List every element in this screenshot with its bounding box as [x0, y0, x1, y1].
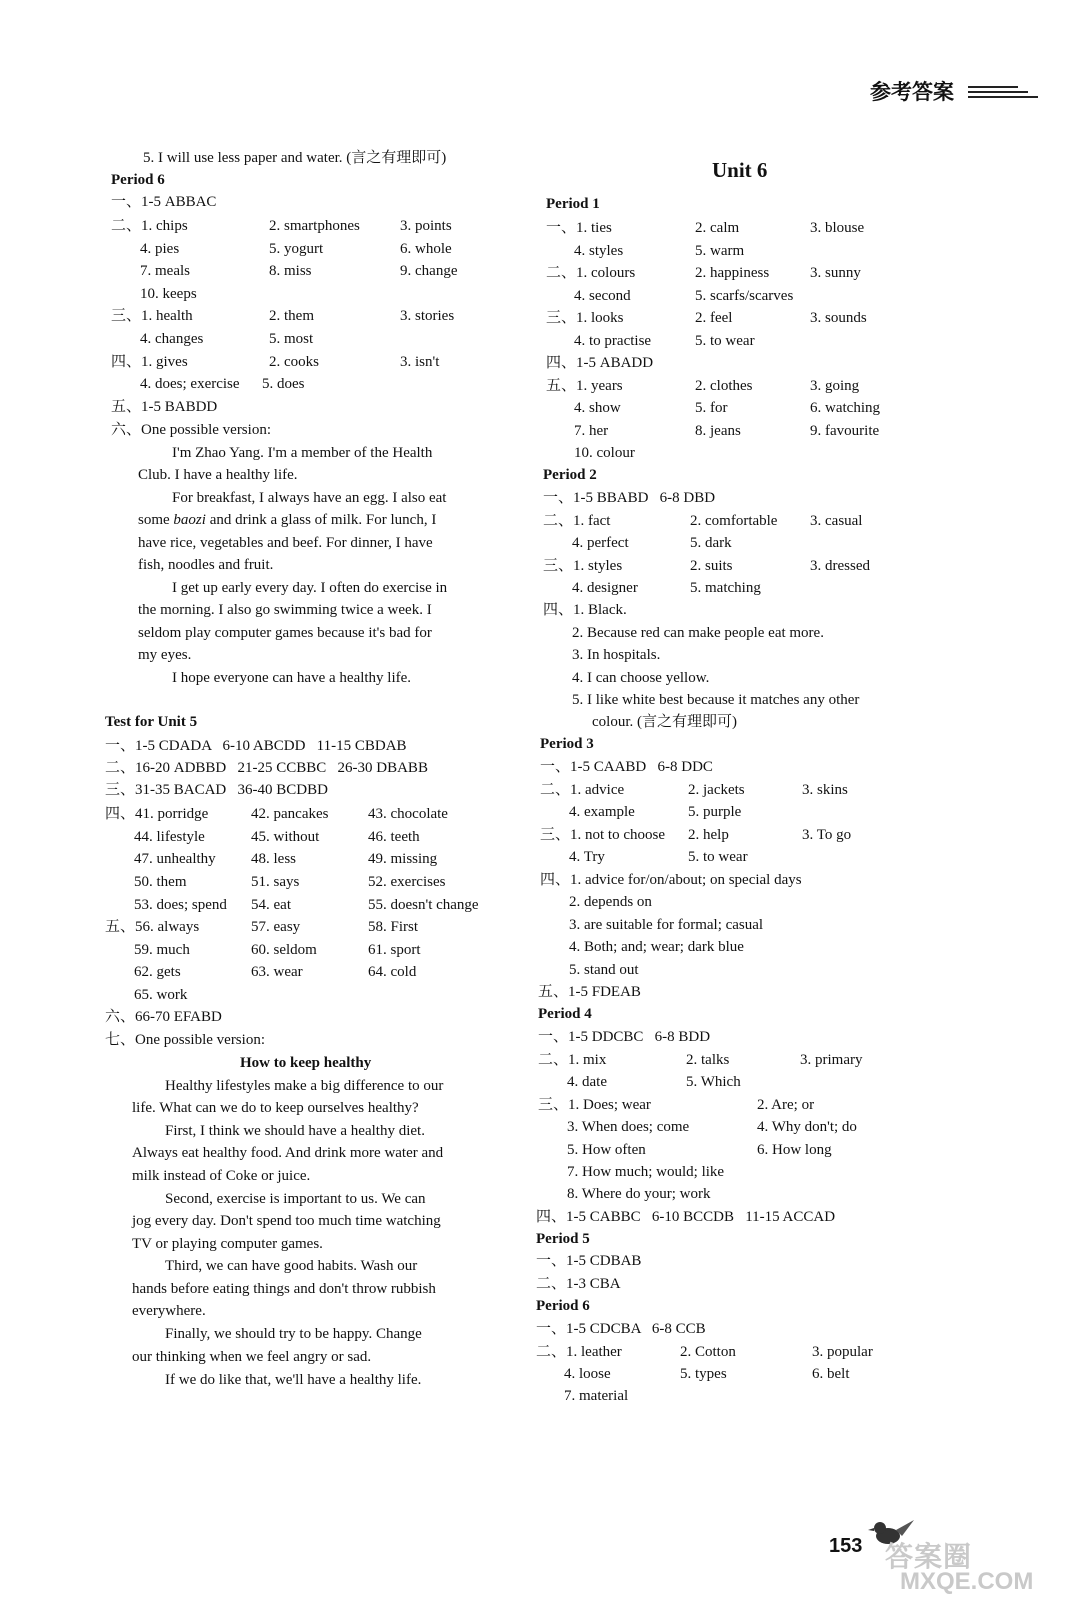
answer-item: 3. sounds — [810, 310, 867, 326]
answer-item: 7. How much; would; like — [567, 1164, 725, 1180]
section-heading: Period 5 — [536, 1231, 590, 1247]
answer-item: 58. First — [368, 919, 419, 935]
essay-fragment: and drink a glass of milk. For lunch, I — [205, 512, 437, 528]
answer-item: 五、56. always — [105, 919, 200, 935]
essay-line: our thinking when we feel angry or sad. — [132, 1349, 372, 1365]
answer-item: 5. I like white best because it matches any other — [572, 692, 860, 708]
answer-line: 六、One possible version: — [111, 422, 271, 438]
answer-item: 4. Try — [569, 849, 605, 865]
answer-item: 4. Both; and; wear; dark blue — [569, 939, 744, 955]
answer-line: 一、1-5 ABBAC — [111, 194, 217, 210]
answer-item: 4. date — [567, 1074, 607, 1090]
answer-item: 8. jeans — [695, 423, 741, 439]
section-heading: Period 1 — [546, 196, 600, 212]
answer-item: 54. eat — [251, 897, 291, 913]
answer-item: 3. To go — [802, 827, 852, 843]
answer-item: 52. exercises — [368, 874, 446, 890]
essay-line: I get up early every day. I often do exercise in — [172, 580, 448, 596]
answer-item: 65. work — [134, 987, 188, 1003]
answer-item: 2. smartphones — [269, 218, 360, 234]
essay-line: For breakfast, I always have an egg. I also eat — [172, 490, 447, 506]
answer-item: 9. favourite — [810, 423, 880, 439]
answer-item: 4. second — [574, 288, 631, 304]
answer-item: 二、1. advice — [540, 782, 625, 798]
section-heading: Period 6 — [536, 1298, 590, 1314]
answer-item: 5. purple — [688, 804, 742, 820]
answer-item: 5. scarfs/scarves — [695, 288, 794, 304]
answer-item: 2. help — [688, 827, 729, 843]
answer-item: 2. suits — [690, 558, 733, 574]
answer-item: 2. Are; or — [757, 1097, 815, 1113]
answer-line: 一、1-5 CDADA 6-10 ABCDD 11-15 CBDAB — [105, 738, 407, 754]
answer-item: 三、1. Does; wear — [538, 1097, 651, 1113]
section-heading: Period 4 — [538, 1006, 592, 1022]
essay-line: If we do like that, we'll have a healthy life. — [165, 1372, 422, 1388]
answer-item: 二、1. fact — [543, 513, 611, 529]
essay-line: have rice, vegetables and beef. For dinner, I have — [138, 535, 433, 551]
answer-item: 7. material — [564, 1388, 629, 1404]
answer-line: 一、1-5 CAABD 6-8 DDC — [540, 759, 713, 775]
answer-item: 7. her — [574, 423, 609, 439]
essay-fragment: some — [138, 512, 174, 528]
answer-item: 5. to wear — [688, 849, 748, 865]
answer-item: 三、1. looks — [546, 310, 624, 326]
answer-item: 6. watching — [810, 400, 880, 416]
answer-line: 一、1-5 CDBAB — [536, 1253, 642, 1269]
essay-line: life. What can we do to keep ourselves healthy? — [132, 1100, 419, 1116]
answer-item: 4. loose — [564, 1366, 611, 1382]
answer-line: 四、1-5 CABBC 6-10 BCCDB 11-15 ACCAD — [536, 1209, 836, 1225]
answer-item: 49. missing — [368, 851, 438, 867]
answer-item: 3. blouse — [810, 220, 865, 236]
answer-item: 4. styles — [574, 243, 624, 259]
answer-item: 6. whole — [400, 241, 452, 257]
answer-item: 10. colour — [574, 445, 635, 461]
answer-item: 8. miss — [269, 263, 312, 279]
answer-item: 二、1. leather — [536, 1344, 622, 1360]
answer-item: 3. primary — [800, 1052, 863, 1068]
text-line: 5. I will use less paper and water. (言之有理即可) — [143, 150, 447, 166]
section-heading: Period 3 — [540, 736, 594, 752]
answer-item: 8. Where do your; work — [567, 1186, 711, 1202]
unit-title: Unit 6 — [712, 158, 768, 182]
answer-item: 2. talks — [686, 1052, 730, 1068]
header-rule — [968, 96, 1038, 98]
answer-item: 4. designer — [572, 580, 638, 596]
answer-item: 3. going — [810, 378, 860, 394]
answer-item: 3. stories — [400, 308, 455, 324]
essay-line: Third, we can have good habits. Wash our — [165, 1258, 418, 1274]
answer-item: 3. In hospitals. — [572, 647, 661, 663]
answer-item: 2. jackets — [688, 782, 745, 798]
answer-item: 2. them — [269, 308, 314, 324]
answer-item: 四、1. Black. — [543, 602, 627, 618]
answer-item: 5. matching — [690, 580, 761, 596]
answer-item: 4. I can choose yellow. — [572, 670, 710, 686]
answer-item: 五、1. years — [546, 378, 623, 394]
answer-item: 47. unhealthy — [134, 851, 216, 867]
essay-line: Healthy lifestyles make a big difference to our — [165, 1078, 444, 1094]
answer-item: 50. them — [134, 874, 187, 890]
answer-item: 4. changes — [140, 331, 204, 347]
answer-item: 2. happiness — [695, 265, 770, 281]
answer-item: 3. dressed — [810, 558, 870, 574]
answer-item: 2. depends on — [569, 894, 652, 910]
answer-line: 二、16-20 ADBBD 21-25 CCBBC 26-30 DBABB — [105, 760, 428, 776]
essay-line: my eyes. — [138, 647, 192, 663]
essay-italic-word: baozi — [173, 512, 206, 528]
essay-line: milk instead of Coke or juice. — [132, 1168, 311, 1184]
essay-line: hands before eating things and don't throw rubbish — [132, 1281, 436, 1297]
essay-title: How to keep healthy — [240, 1055, 372, 1071]
answer-item: 5. dark — [690, 535, 732, 551]
answer-item: 二、1. colours — [546, 265, 636, 281]
essay-line: Finally, we should try to be happy. Change — [165, 1326, 422, 1342]
answer-line: 六、66-70 EFABD — [105, 1009, 222, 1025]
answer-item: 51. says — [251, 874, 300, 890]
answer-item: 61. sport — [368, 942, 421, 958]
answer-item: 四、1. advice for/on/about; on special days — [540, 872, 802, 888]
answer-item: 6. How long — [757, 1142, 832, 1158]
answer-item: 3. When does; come — [567, 1119, 690, 1135]
answer-item: 4. to practise — [574, 333, 652, 349]
answer-item: 5. for — [695, 400, 728, 416]
section-heading: Period 2 — [543, 467, 597, 483]
answer-item: 3. are suitable for formal; casual — [569, 917, 764, 933]
answer-item: 5. yogurt — [269, 241, 324, 257]
answer-item: 3. isn't — [400, 354, 440, 370]
essay-line: seldom play computer games because it's bad for — [138, 625, 432, 641]
answer-item: 4. Why don't; do — [757, 1119, 857, 1135]
header-rule — [968, 86, 1018, 88]
answer-item: 2. Because red can make people eat more. — [572, 625, 824, 641]
answer-line: 四、1-5 ABADD — [546, 355, 654, 371]
answer-line: 一、1-5 DDCBC 6-8 BDD — [538, 1029, 711, 1045]
answer-item: 2. calm — [695, 220, 740, 236]
answer-item: 43. chocolate — [368, 806, 448, 822]
answer-item: 三、1. not to choose — [540, 827, 665, 843]
answer-item: 4. does; exercise — [140, 376, 240, 392]
answer-line: 五、1-5 FDEAB — [538, 984, 641, 1000]
answer-item: 3. sunny — [810, 265, 861, 281]
essay-line: Club. I have a healthy life. — [138, 467, 298, 483]
answer-item: 3. points — [400, 218, 452, 234]
answer-line: 五、1-5 BABDD — [111, 399, 218, 415]
watermark-logo: 答案圈 — [885, 1541, 973, 1572]
answer-item: 四、41. porridge — [105, 806, 209, 822]
answer-item: 44. lifestyle — [134, 829, 205, 845]
answer-item: 3. skins — [802, 782, 848, 798]
answer-item: 53. does; spend — [134, 897, 227, 913]
essay-line: I'm Zhao Yang. I'm a member of the Health — [172, 445, 433, 461]
essay-line: Second, exercise is important to us. We can — [165, 1191, 426, 1207]
answer-item: 59. much — [134, 942, 190, 958]
answer-line: 三、31-35 BACAD 36-40 BCDBD — [105, 782, 328, 798]
watermark-url: MXQE.COM — [900, 1568, 1034, 1595]
essay-line: TV or playing computer games. — [132, 1236, 323, 1252]
answer-item: 3. popular — [812, 1344, 873, 1360]
answer-item: 57. easy — [251, 919, 301, 935]
answer-item: 三、1. health — [111, 308, 193, 324]
answer-item: 6. belt — [812, 1366, 850, 1382]
answer-item: 5. does — [262, 376, 305, 392]
answer-item: 4. show — [574, 400, 621, 416]
answer-item: 55. doesn't change — [368, 897, 479, 913]
answer-item: 2. Cotton — [680, 1344, 736, 1360]
answer-item: colour. (言之有理即可) — [592, 714, 737, 730]
answer-item: 3. casual — [810, 513, 863, 529]
answer-item: 4. pies — [140, 241, 180, 257]
answer-item: 5. warm — [695, 243, 745, 259]
answer-line: 一、1-5 BBABD 6-8 DBD — [543, 490, 716, 506]
answer-item: 60. seldom — [251, 942, 317, 958]
essay-line: jog every day. Don't spend too much time watching — [132, 1213, 441, 1229]
answer-item: 48. less — [251, 851, 296, 867]
answer-item: 四、1. gives — [111, 354, 188, 370]
answer-item: 2. comfortable — [690, 513, 778, 529]
essay-line: the morning. I also go swimming twice a week. I — [138, 602, 432, 618]
answer-item: 4. perfect — [572, 535, 629, 551]
answer-item: 42. pancakes — [251, 806, 329, 822]
answer-item: 5. Which — [686, 1074, 741, 1090]
section-heading: Test for Unit 5 — [105, 714, 198, 730]
answer-item: 三、1. styles — [543, 558, 623, 574]
essay-line: everywhere. — [132, 1303, 206, 1319]
header-rule — [968, 91, 1028, 93]
answer-item: 二、1. chips — [111, 218, 188, 234]
essay-line — [138, 510, 436, 530]
essay-line: fish, noodles and fruit. — [138, 557, 274, 573]
answer-item: 一、1. ties — [546, 220, 612, 236]
answer-item: 7. meals — [140, 263, 190, 279]
answer-item: 45. without — [251, 829, 320, 845]
answer-item: 5. most — [269, 331, 314, 347]
answer-item: 5. to wear — [695, 333, 755, 349]
answer-item: 2. feel — [695, 310, 733, 326]
page-header-title: 参考答案 — [870, 80, 954, 104]
answer-line: 七、One possible version: — [105, 1032, 265, 1048]
answer-item: 5. stand out — [569, 962, 639, 978]
answer-item: 63. wear — [251, 964, 303, 980]
answer-item: 5. types — [680, 1366, 727, 1382]
essay-line: I hope everyone can have a healthy life. — [172, 670, 412, 686]
answer-item: 4. example — [569, 804, 635, 820]
answer-item: 64. cold — [368, 964, 417, 980]
answer-item: 46. teeth — [368, 829, 420, 845]
answer-item: 2. cooks — [269, 354, 319, 370]
answer-item: 2. clothes — [695, 378, 753, 394]
answer-item: 5. How often — [567, 1142, 646, 1158]
answer-item: 10. keeps — [140, 286, 197, 302]
answer-item: 9. change — [400, 263, 458, 279]
essay-line: First, I think we should have a healthy diet. — [165, 1123, 425, 1139]
section-heading: Period 6 — [111, 172, 165, 188]
answer-line: 一、1-5 CDCBA 6-8 CCB — [536, 1321, 706, 1337]
essay-line: Always eat healthy food. And drink more water and — [132, 1145, 444, 1161]
answer-item: 62. gets — [134, 964, 181, 980]
answer-line: 二、1-3 CBA — [536, 1276, 621, 1292]
answer-item: 二、1. mix — [538, 1052, 607, 1068]
page-number: 153 — [829, 1535, 863, 1557]
